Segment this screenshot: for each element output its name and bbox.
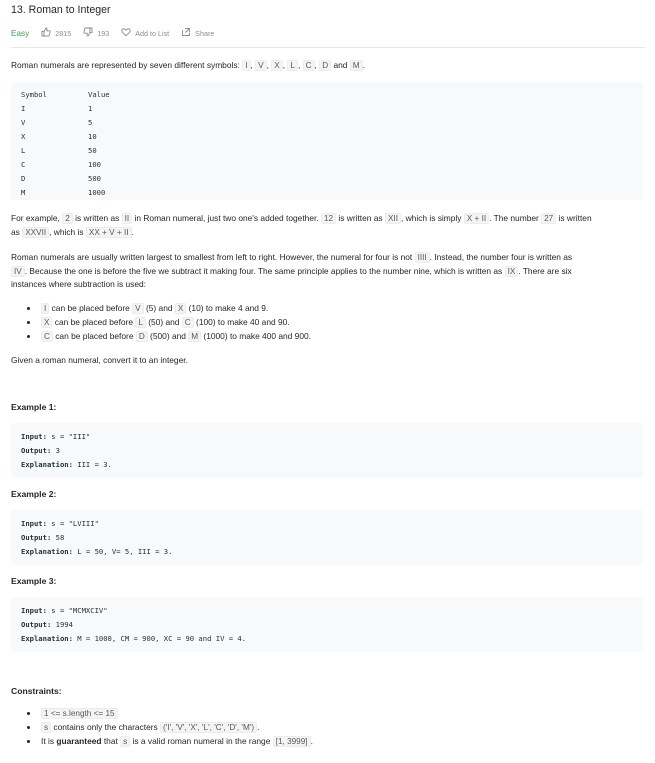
example-2-heading: Example 2: bbox=[11, 489, 57, 499]
inline-code: IX bbox=[505, 266, 519, 277]
bullet-text: can be placed before bbox=[49, 303, 133, 313]
constraint-text: is a valid roman numeral in the range bbox=[130, 736, 273, 746]
inline-code: C bbox=[41, 331, 53, 342]
inline-code: ('I', 'V', 'X', 'L', 'C', 'D', 'M') bbox=[160, 722, 257, 733]
inline-code: XX + V + II bbox=[86, 227, 132, 238]
explanation-key: Explanation: bbox=[21, 634, 73, 643]
bullet-text: (1000) to make 400 and 900. bbox=[201, 331, 311, 341]
para1-text: . bbox=[131, 226, 134, 237]
constraints-heading: Constraints: bbox=[11, 686, 62, 696]
table-row bbox=[21, 188, 141, 202]
dislike-button[interactable] bbox=[83, 27, 109, 39]
para2-text: instances where subtraction is used: bbox=[11, 279, 147, 289]
inline-code: M bbox=[188, 331, 201, 342]
output-value: 3 bbox=[51, 446, 60, 455]
input-key: Input: bbox=[21, 519, 47, 528]
bullet-text: (50) and bbox=[145, 317, 182, 327]
bullet-text: (5) and bbox=[143, 303, 175, 313]
para1-text: as bbox=[11, 226, 23, 237]
inline-code: XII bbox=[385, 213, 401, 224]
para1-text: in Roman numeral, just two one's added together. bbox=[132, 213, 321, 223]
constraint-text: . bbox=[310, 736, 313, 746]
explanation-key: Explanation: bbox=[21, 460, 73, 469]
inline-code: 27 bbox=[541, 213, 556, 224]
inline-code: 12 bbox=[321, 213, 336, 224]
example-1-heading: Example 1: bbox=[11, 402, 57, 412]
symbol-d: D bbox=[319, 60, 331, 71]
problem-title: 13. Roman to Integer bbox=[11, 4, 111, 16]
inline-code: X bbox=[175, 303, 186, 314]
explanation-value: III = 3. bbox=[72, 460, 112, 469]
symbol-i: I bbox=[242, 60, 250, 71]
input-value: s = "III" bbox=[46, 432, 91, 441]
constraint-text: contains only the characters bbox=[51, 722, 161, 732]
table-cell: 100 bbox=[88, 160, 101, 169]
symbol-x: X bbox=[271, 60, 282, 71]
table-cell: D bbox=[21, 174, 26, 183]
add-to-list-button[interactable] bbox=[121, 27, 169, 39]
example-paragraph bbox=[11, 212, 645, 239]
table-row bbox=[21, 174, 141, 188]
list-item bbox=[11, 721, 313, 735]
constraint-text: that bbox=[101, 736, 121, 746]
output-key: Output: bbox=[21, 446, 52, 455]
para1-text: , which is bbox=[49, 226, 86, 237]
explanation-value: M = 1000, CM = 900, XC = 90 and IV = 4. bbox=[72, 634, 247, 643]
inline-code: IIII bbox=[415, 252, 430, 263]
intro-and: and bbox=[331, 60, 350, 70]
inline-code: 1 <= s.length <= 15 bbox=[41, 708, 118, 719]
like-button[interactable] bbox=[41, 27, 71, 39]
intro-text: Roman numerals are represented by seven different symbols: bbox=[11, 60, 243, 70]
symbol-v: V bbox=[255, 60, 266, 71]
constraint-emphasis: guaranteed bbox=[56, 736, 102, 746]
para1-text: . The number bbox=[489, 213, 542, 223]
thumbs-up-icon bbox=[41, 27, 51, 39]
output-key: Output: bbox=[21, 620, 52, 629]
para2-text: Roman numerals are usually written largest to smallest from left to right. However, the numeral for four is not bbox=[11, 252, 415, 262]
inline-code: II bbox=[122, 213, 133, 224]
list-item bbox=[11, 707, 313, 721]
table-row bbox=[21, 160, 141, 174]
inline-code: [1, 3999] bbox=[273, 736, 311, 747]
bullet-text: can be placed before bbox=[52, 331, 136, 341]
subtraction-paragraph bbox=[11, 251, 645, 292]
table-cell: L bbox=[21, 146, 26, 155]
inline-code: D bbox=[136, 331, 148, 342]
inline-code: IV bbox=[11, 266, 25, 277]
table-header-row bbox=[21, 90, 141, 104]
table-cell: M bbox=[21, 188, 26, 197]
para1-text: is written bbox=[556, 213, 592, 223]
table-cell: 5 bbox=[88, 118, 93, 127]
table-row bbox=[21, 132, 141, 146]
explanation-key: Explanation: bbox=[21, 547, 73, 556]
header-divider bbox=[11, 47, 645, 48]
list-item bbox=[11, 735, 313, 749]
example-2-block bbox=[11, 510, 643, 565]
table-cell: I bbox=[21, 104, 26, 113]
table-cell: 1 bbox=[88, 104, 93, 113]
inline-code: I bbox=[41, 303, 49, 314]
inline-code: 2 bbox=[62, 213, 73, 224]
bullet-text: can be placed before bbox=[52, 317, 136, 327]
table-header-value: Value bbox=[88, 90, 110, 99]
bullet-text: (100) to make 40 and 90. bbox=[193, 317, 290, 327]
inline-code: X bbox=[41, 317, 52, 328]
explanation-value: L = 50, V= 5, III = 3. bbox=[72, 547, 173, 556]
table-header-symbol: Symbol bbox=[21, 90, 47, 99]
add-to-list-label: Add to List bbox=[135, 28, 170, 38]
table-cell: 50 bbox=[88, 146, 97, 155]
list-item bbox=[11, 330, 311, 344]
table-cell: X bbox=[21, 132, 26, 141]
symbol-c: C bbox=[303, 60, 315, 71]
intro-end: . bbox=[362, 60, 365, 70]
table-row bbox=[21, 146, 141, 160]
constraint-text: . bbox=[257, 722, 260, 732]
example-3-heading: Example 3: bbox=[11, 576, 57, 586]
inline-code: L bbox=[135, 317, 146, 328]
table-cell: C bbox=[21, 160, 26, 169]
para2-text: . Instead, the number four is written as bbox=[429, 252, 573, 262]
input-key: Input: bbox=[21, 432, 47, 441]
table-cell: 10 bbox=[88, 132, 97, 141]
table-cell: 500 bbox=[88, 174, 101, 183]
table-row bbox=[21, 118, 141, 132]
output-value: 58 bbox=[51, 533, 65, 542]
para1-text: is written as bbox=[72, 213, 122, 223]
inline-code: V bbox=[132, 303, 143, 314]
inline-code: XXVII bbox=[22, 227, 49, 238]
symbol-l: L bbox=[287, 60, 298, 71]
para1-text: For example, bbox=[11, 213, 63, 223]
example-3-block bbox=[11, 597, 643, 652]
bullet-text: (10) to make 4 and 9. bbox=[186, 303, 269, 313]
constraints-list bbox=[11, 707, 313, 749]
para2-text: . There are six bbox=[518, 265, 572, 276]
list-item bbox=[11, 302, 311, 316]
inline-code: C bbox=[182, 317, 194, 328]
difficulty-badge: Easy bbox=[11, 28, 30, 38]
list-item bbox=[11, 316, 311, 330]
inline-code: X + II bbox=[464, 213, 489, 224]
table-cell: V bbox=[21, 118, 26, 127]
like-count: 2815 bbox=[55, 28, 72, 38]
symbol-value-table bbox=[11, 82, 643, 200]
constraint-text: It is bbox=[41, 736, 57, 746]
input-value: s = "MCMXCIV" bbox=[46, 606, 108, 615]
dislike-count: 193 bbox=[97, 28, 110, 38]
intro-paragraph: Roman numerals are represented by seven different symbols: I , V , X , L , C , D and M . bbox=[11, 60, 365, 70]
para1-text: is written as bbox=[336, 213, 385, 223]
symbol-m: M bbox=[350, 60, 363, 71]
example-1-block bbox=[11, 423, 643, 478]
para1-text: , which is simply bbox=[400, 213, 464, 223]
para2-text: . Because the one is before the five we subtract it making four. The same principle applies to the number nine, which is written as bbox=[24, 265, 505, 276]
thumbs-down-icon bbox=[83, 27, 93, 39]
table-row bbox=[21, 104, 141, 118]
inline-code: s bbox=[41, 722, 51, 733]
problem-meta-bar bbox=[11, 27, 226, 39]
heart-icon bbox=[121, 27, 131, 39]
subtraction-rules-list bbox=[11, 302, 311, 344]
bullet-text: (500) and bbox=[147, 331, 189, 341]
input-key: Input: bbox=[21, 606, 47, 615]
share-button[interactable] bbox=[181, 27, 214, 39]
task-statement: Given a roman numeral, convert it to an integer. bbox=[11, 355, 188, 365]
share-label: Share bbox=[195, 28, 215, 38]
share-icon bbox=[181, 27, 191, 39]
output-key: Output: bbox=[21, 533, 52, 542]
output-value: 1994 bbox=[51, 620, 73, 629]
inline-code: s bbox=[120, 736, 130, 747]
table-cell: 1000 bbox=[88, 188, 106, 197]
input-value: s = "LVIII" bbox=[46, 519, 99, 528]
